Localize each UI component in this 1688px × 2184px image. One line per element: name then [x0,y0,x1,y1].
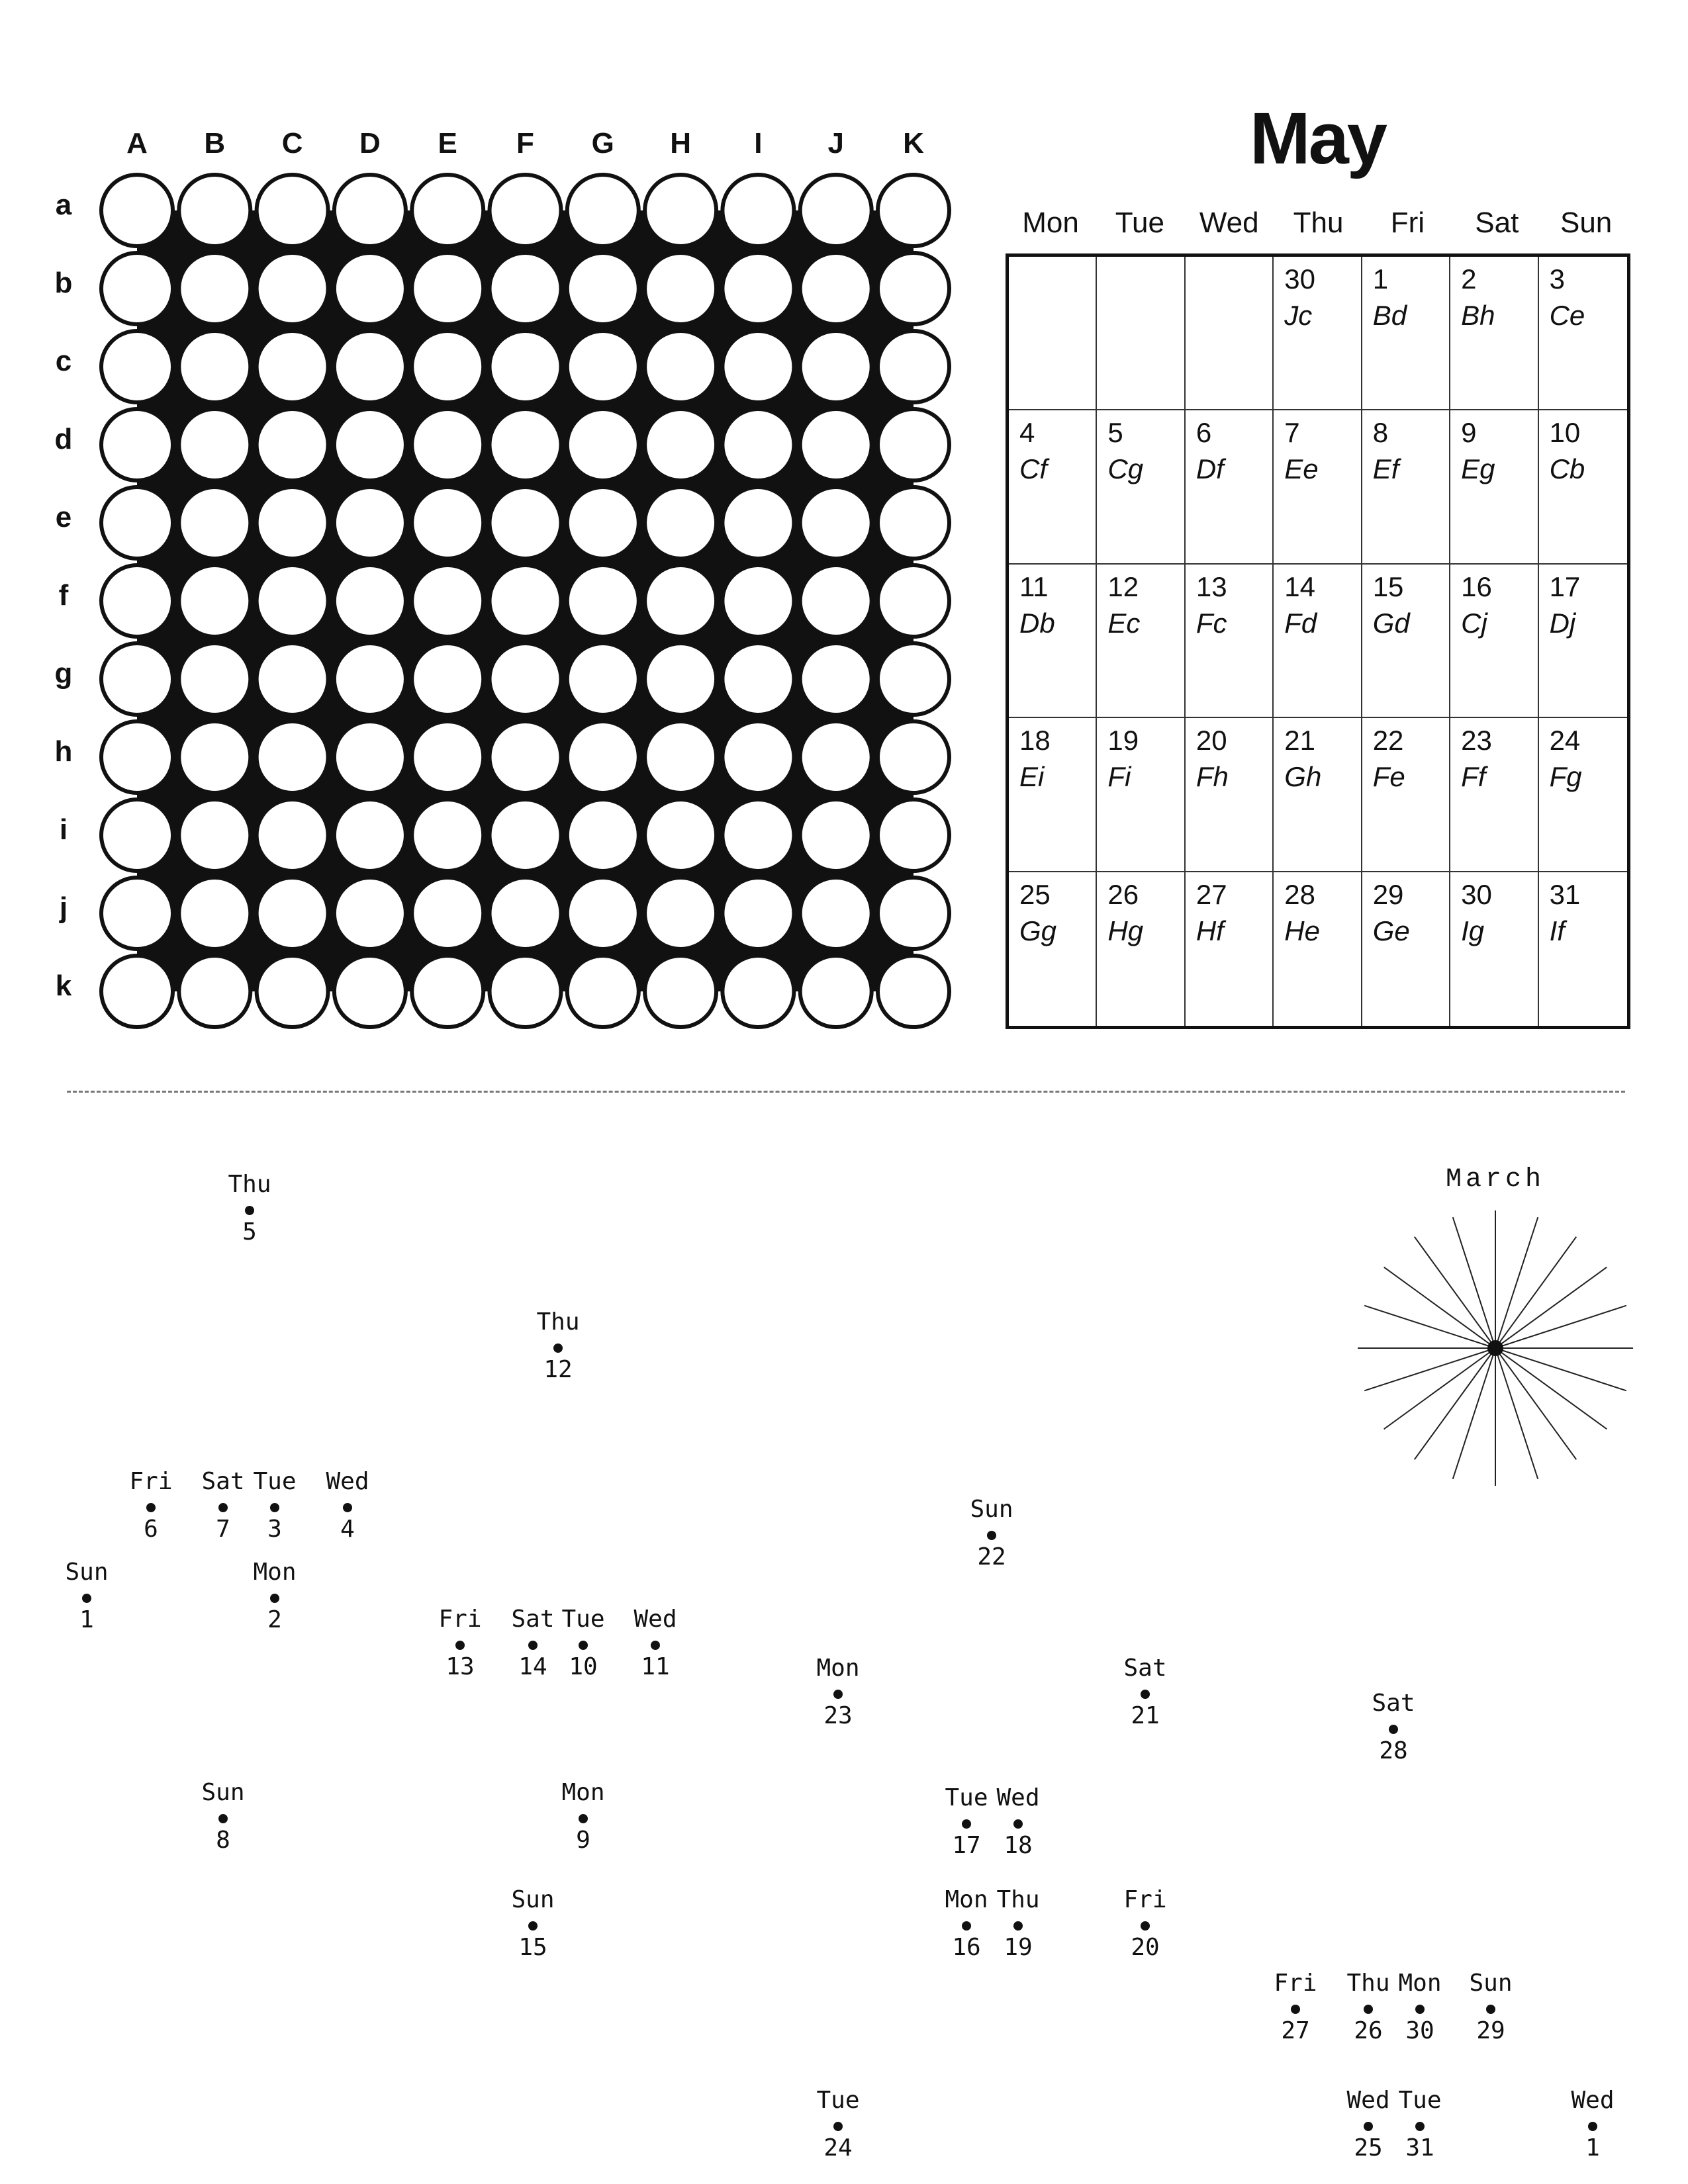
point-date-label: 2 [267,1606,282,1633]
row-label: e [55,501,72,533]
weekday-label: Wed [1199,206,1259,239]
point-date-label: 14 [518,1653,547,1680]
grid-code: Cg [1107,453,1144,485]
point-day-label: Sat [1123,1655,1167,1682]
point-day-label: Wed [1571,2087,1615,2114]
grid-code: Gg [1019,915,1057,946]
point-date-label: 9 [576,1827,590,1854]
point-day-label: Mon [1398,1970,1442,1997]
day-number: 27 [1196,878,1227,910]
starburst-label: March [1445,1165,1546,1195]
starburst-ray [1495,1306,1626,1348]
day-number: 5 [1107,417,1123,449]
day-number: 29 [1372,878,1404,910]
point-day-label: Fri [1123,1886,1167,1913]
day-number: 12 [1107,570,1139,602]
point-dot [270,1503,279,1512]
point-date-label: 16 [952,1934,981,1961]
point-day-label: Mon [561,1779,605,1806]
starburst-ray [1415,1237,1495,1348]
weekday-label: Fri [1390,206,1425,239]
point-day-label: Sat [511,1606,555,1633]
point-day-label: Fri [129,1468,173,1495]
point-date-label: 21 [1131,1702,1160,1729]
grid-code: Bd [1372,300,1407,331]
weekday-label: Sun [1560,206,1613,239]
day-number: 6 [1196,417,1212,449]
row-label: c [55,345,72,377]
grid-code: Gh [1284,761,1322,793]
row-label: d [54,423,73,455]
point-date-label: 13 [445,1653,475,1680]
point-date-label: 18 [1004,1832,1033,1859]
starburst-ray [1453,1348,1495,1479]
point-date-label: 12 [543,1356,573,1383]
column-label: B [204,127,226,159]
grid-code: Hg [1107,915,1144,946]
point-dot [1415,2122,1425,2131]
column-label: H [670,127,691,159]
grid-code: Ge [1372,915,1410,946]
row-label: a [55,189,72,221]
point-dot [833,2122,843,2131]
point-dot [1013,1819,1023,1829]
point-date-label: 10 [569,1653,598,1680]
grid-code: Hf [1196,915,1224,946]
day-number: 11 [1019,570,1049,602]
point-day-label: Sun [201,1779,245,1806]
day-number: 2 [1461,263,1477,295]
grid-code: Fd [1284,607,1317,639]
point-dot [1415,2005,1425,2014]
day-number: 31 [1549,878,1581,910]
row-label: b [54,267,73,299]
day-number: 20 [1196,725,1227,756]
grid-code: Fh [1196,761,1229,793]
grid-code: Ee [1284,453,1319,485]
grid-code: He [1284,915,1320,946]
day-number: 26 [1107,878,1139,910]
starburst-ray [1415,1348,1495,1459]
day-number: 30 [1461,878,1492,910]
point-dot [1141,1921,1150,1931]
point-dot [579,1814,588,1823]
point-dot [651,1641,660,1650]
point-day-label: Thu [536,1308,580,1336]
grid-code: Cf [1019,453,1047,485]
grid-code: Db [1019,607,1055,639]
day-number: 8 [1372,417,1389,449]
starburst-ray [1495,1237,1576,1348]
day-number: 19 [1107,725,1139,756]
point-day-label: Fri [438,1606,482,1633]
row-label: g [54,657,73,690]
point-date-label: 5 [242,1218,257,1246]
point-day-label: Mon [945,1886,988,1913]
starburst-ray [1495,1217,1538,1348]
point-date-label: 15 [518,1934,547,1961]
point-date-label: 6 [144,1516,158,1543]
day-number: 14 [1284,570,1315,602]
day-number: 22 [1372,725,1404,756]
day-number: 15 [1372,570,1404,602]
point-date-label: 25 [1354,2134,1383,2161]
point-dot [455,1641,465,1650]
starburst-ray [1384,1348,1495,1429]
point-dot [833,1690,843,1699]
day-number: 1 [1372,263,1389,295]
point-dot [579,1641,588,1650]
starburst-ray [1495,1348,1607,1429]
day-number: 28 [1284,878,1315,910]
column-label: E [438,127,457,159]
point-day-label: Sat [201,1468,245,1495]
point-day-label: Wed [326,1468,369,1495]
starburst-ray [1495,1348,1538,1479]
point-day-label: Tue [816,2087,860,2114]
starburst-ray [1364,1306,1495,1348]
day-number: 7 [1284,417,1300,449]
starburst-ray [1495,1348,1626,1390]
day-number: 13 [1196,570,1227,602]
point-day-label: Wed [633,1606,677,1633]
weekday-label: Tue [1115,206,1164,239]
point-day-label: Wed [1346,2087,1390,2114]
grid-code: Fc [1196,607,1227,639]
weekday-label: Sat [1475,206,1519,239]
starburst-ray [1384,1267,1495,1348]
grid-code: Ig [1461,915,1485,946]
grid-code: Ef [1372,453,1399,485]
point-date-label: 28 [1379,1737,1408,1764]
grid-code: Dj [1549,607,1576,639]
day-number: 10 [1549,417,1581,449]
point-dot [962,1921,971,1931]
column-label: I [754,127,763,159]
point-date-label: 30 [1405,2017,1434,2044]
starburst-ray [1453,1217,1495,1348]
point-dot [82,1594,91,1603]
point-date-label: 7 [216,1516,230,1543]
day-number: 25 [1019,878,1051,910]
row-label: h [54,735,73,768]
point-date-label: 24 [823,2134,853,2161]
point-date-label: 4 [340,1516,355,1543]
point-date-label: 8 [216,1827,230,1854]
point-date-label: 11 [641,1653,670,1680]
day-number: 18 [1019,725,1051,756]
column-label: C [281,127,303,159]
point-day-label: Tue [561,1606,605,1633]
column-label: A [126,127,148,159]
point-day-label: Sun [511,1886,555,1913]
grid-code: Gd [1372,607,1410,639]
grid-code: Fe [1372,761,1405,793]
point-date-label: 23 [823,1702,853,1729]
grid-code: Df [1196,453,1224,485]
point-dot [987,1531,996,1540]
day-number: 24 [1549,725,1581,756]
day-number: 30 [1284,263,1315,295]
grid-code: Ec [1107,607,1141,639]
point-day-label: Tue [1398,2087,1442,2114]
row-label: f [58,579,69,612]
point-day-label: Sun [970,1496,1013,1523]
day-number: 17 [1549,570,1581,602]
weekday-label: Thu [1293,206,1344,239]
point-dot [146,1503,156,1512]
starburst-ray [1364,1348,1495,1390]
grid-code: If [1549,915,1565,946]
point-dot [962,1819,971,1829]
grid-code: Cj [1461,607,1487,639]
column-label: D [359,127,381,159]
point-dot [343,1503,352,1512]
column-label: J [827,127,844,159]
point-date-label: 29 [1476,2017,1505,2044]
day-number: 4 [1019,417,1035,449]
point-dot [1389,1725,1398,1734]
point-date-label: 1 [1585,2134,1600,2161]
point-day-label: Fri [1274,1970,1317,1997]
point-dot [1141,1690,1150,1699]
grid-code: Cb [1549,453,1585,485]
point-dot [1588,2122,1597,2131]
point-date-label: 31 [1405,2134,1434,2161]
row-label: i [59,813,68,846]
day-number: 16 [1461,570,1492,602]
calendar-month-title: May [1250,98,1385,179]
starburst-ray [1495,1348,1576,1459]
point-dot [553,1343,563,1353]
point-dot [218,1503,228,1512]
point-date-label: 26 [1354,2017,1383,2044]
point-dot [528,1921,538,1931]
day-number: 21 [1284,725,1315,756]
point-day-label: Mon [816,1655,860,1682]
weekday-label: Mon [1022,206,1079,239]
point-date-label: 1 [79,1606,94,1633]
point-date-label: 17 [952,1832,981,1859]
day-number: 3 [1549,263,1565,295]
point-day-label: Sun [65,1559,109,1586]
point-date-label: 20 [1131,1934,1160,1961]
point-day-label: Thu [996,1886,1040,1913]
day-number: 23 [1461,725,1492,756]
grid-code: Ff [1461,761,1486,793]
point-dot [1364,2122,1373,2131]
point-day-label: Mon [253,1559,297,1586]
point-date-label: 19 [1004,1934,1033,1961]
column-label: F [516,127,534,159]
point-day-label: Sun [1469,1970,1513,1997]
row-label: j [59,891,68,924]
starburst-center [1487,1340,1503,1356]
grid-code: Fg [1549,761,1582,793]
point-dot [245,1206,254,1215]
point-day-label: Wed [996,1784,1040,1811]
point-date-label: 22 [977,1543,1006,1570]
grid-code: Eg [1461,453,1495,485]
point-date-label: 3 [267,1516,282,1543]
row-label: k [55,970,72,1002]
point-day-label: Thu [1346,1970,1390,1997]
point-day-label: Tue [945,1784,988,1811]
point-dot [1364,2005,1373,2014]
point-dot [218,1814,228,1823]
grid-code: Jc [1284,300,1313,331]
point-day-label: Tue [253,1468,297,1495]
point-dot [1013,1921,1023,1931]
column-label: G [591,127,614,159]
point-dot [1291,2005,1300,2014]
point-day-label: Sat [1372,1690,1415,1717]
grid-code: Fi [1107,761,1131,793]
day-number: 9 [1461,417,1477,449]
point-day-label: Thu [228,1171,271,1198]
grid-code: Ei [1019,761,1045,793]
point-dot [528,1641,538,1650]
grid-code: Bh [1461,300,1495,331]
grid-code: Ce [1549,300,1585,331]
point-dot [270,1594,279,1603]
point-date-label: 27 [1281,2017,1310,2044]
column-label: K [903,127,924,159]
point-dot [1486,2005,1495,2014]
starburst-ray [1495,1267,1607,1348]
